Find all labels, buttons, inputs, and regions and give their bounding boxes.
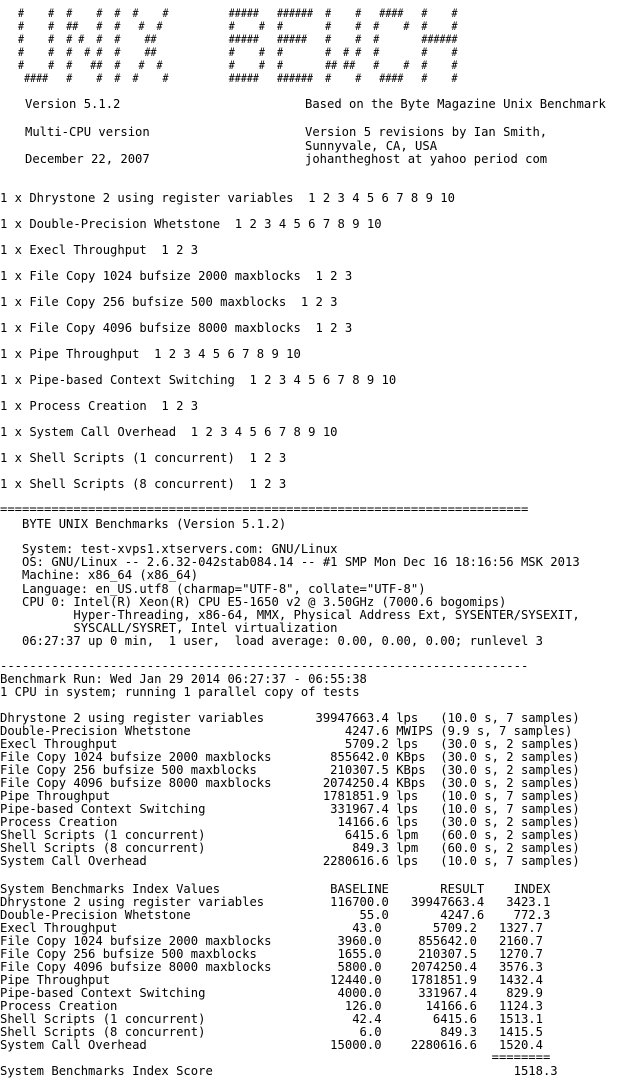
progress-line: 1 x System Call Overhead 1 2 3 4 5 6 7 8 9 10 xyxy=(0,425,338,439)
double-separator: ======================================================================== xyxy=(0,502,529,516)
index-row: File Copy 256 bufsize 500 maxblocks 1655.0 210307.5 1270.7 xyxy=(0,947,543,961)
progress-line: 1 x File Copy 4096 bufsize 8000 maxblocks 1 2 3 xyxy=(0,321,353,335)
result-row: File Copy 4096 bufsize 8000 maxblocks 2074250.4 KBps (30.0 s, 2 samples) xyxy=(0,776,580,790)
index-header: System Benchmarks Index Values BASELINE RESULT INDEX xyxy=(0,882,551,896)
progress-line: 1 x Double-Precision Whetstone 1 2 3 4 5 6 7 8 9 10 xyxy=(0,217,382,231)
index-row: Pipe-based Context Switching 4000.0 331967.4 829.9 xyxy=(0,986,543,1000)
based-on-text: Based on the Byte Magazine Unix Benchmark xyxy=(305,97,606,111)
result-row: Pipe-based Context Switching 331967.4 lps (10.0 s, 7 samples) xyxy=(0,802,580,816)
ascii-art-line: # # # # # # # ##### ###### # # #### # # xyxy=(0,8,458,21)
progress-line: 1 x File Copy 1024 bufsize 2000 maxblocks 1 2 3 xyxy=(0,269,353,283)
ascii-art-line: # # ## # # # # # # # # # # # # # xyxy=(0,21,458,34)
system-info-line: Hyper-Threading, x86-64, MMX, Physical Address Ext, SYSENTER/SYSEXIT, xyxy=(0,608,580,622)
index-row: Shell Scripts (1 concurrent) 42.4 6415.6 1513.1 xyxy=(0,1012,543,1026)
index-score: System Benchmarks Index Score 1518.3 xyxy=(0,1064,558,1078)
result-row: Dhrystone 2 using register variables 39947663.4 lps (10.0 s, 7 samples) xyxy=(0,711,580,725)
version-text: Version 5.1.2 xyxy=(25,97,121,111)
location-text: Sunnyvale, CA, USA xyxy=(305,139,438,153)
index-row: Pipe Throughput 12440.0 1781851.9 1432.4 xyxy=(0,973,543,987)
date-text: December 22, 2007 xyxy=(25,152,150,166)
run-info-line: Benchmark Run: Wed Jan 29 2014 06:27:37 - 06:55:38 xyxy=(0,672,367,686)
result-row: File Copy 1024 bufsize 2000 maxblocks 855642.0 KBps (30.0 s, 2 samples) xyxy=(0,750,580,764)
ascii-art-line: # # # ## # # # # # # ## ## # # # # xyxy=(0,60,458,73)
contact-text: johantheghost at yahoo period com xyxy=(305,152,548,166)
system-info-line: System: test-xvps1.xtservers.com: GNU/Linux xyxy=(0,542,338,556)
ascii-art-line: # # # # # # ## ##### ##### # # # ###### xyxy=(0,34,458,47)
result-row: Pipe Throughput 1781851.9 lps (10.0 s, 7 samples) xyxy=(0,789,580,803)
run-info-line: 1 CPU in system; running 1 parallel copy of tests xyxy=(0,685,360,699)
result-row: File Copy 256 bufsize 500 maxblocks 210307.5 KBps (30.0 s, 2 samples) xyxy=(0,763,580,777)
index-row: Execl Throughput 43.0 5709.2 1327.7 xyxy=(0,921,543,935)
index-row: Process Creation 126.0 14166.6 1124.3 xyxy=(0,999,543,1013)
ascii-art-line: # # # # # # ## # # # # # # # # # xyxy=(0,47,458,60)
index-row: File Copy 4096 bufsize 8000 maxblocks 5800.0 2074250.4 3576.3 xyxy=(0,960,543,974)
index-row: Shell Scripts (8 concurrent) 6.0 849.3 1415.5 xyxy=(0,1025,543,1039)
result-row: System Call Overhead 2280616.6 lps (10.0 s, 7 samples) xyxy=(0,854,580,868)
progress-line: 1 x Pipe-based Context Switching 1 2 3 4 5 6 7 8 9 10 xyxy=(0,373,397,387)
progress-line: 1 x Shell Scripts (1 concurrent) 1 2 3 xyxy=(0,451,287,465)
ascii-art-line: #### # # # # # ##### ###### # # #### # # xyxy=(0,73,458,86)
system-info-line: Language: en_US.utf8 (charmap="UTF-8", collate="UTF-8") xyxy=(0,581,426,596)
result-row: Shell Scripts (8 concurrent) 849.3 lpm (60.0 s, 2 samples) xyxy=(0,841,580,855)
revisions-text: Version 5 revisions by Ian Smith, xyxy=(305,125,548,139)
system-info-line: Machine: x86_64 (x86_64) xyxy=(0,568,199,583)
header-title: BYTE UNIX Benchmarks (Version 5.1.2) xyxy=(0,517,287,531)
multi-cpu-text: Multi-CPU version xyxy=(25,125,150,139)
progress-line: 1 x Shell Scripts (8 concurrent) 1 2 3 xyxy=(0,477,287,491)
system-info-line: 06:27:37 up 0 min, 1 user, load average: 0.00, 0.00, 0.00; runlevel 3 xyxy=(0,634,543,649)
result-row: Process Creation 14166.6 lps (30.0 s, 2 samples) xyxy=(0,815,580,829)
progress-line: 1 x File Copy 256 bufsize 500 maxblocks 1 2 3 xyxy=(0,295,338,309)
index-row: System Call Overhead 15000.0 2280616.6 1520.4 xyxy=(0,1038,543,1052)
progress-line: 1 x Execl Throughput 1 2 3 xyxy=(0,243,199,257)
index-underline: ======== xyxy=(0,1050,551,1064)
progress-line: 1 x Dhrystone 2 using register variables 1 2 3 4 5 6 7 8 9 10 xyxy=(0,191,455,205)
system-info-line: CPU 0: Intel(R) Xeon(R) CPU E5-1650 v2 @ 3.50GHz (7000.6 bogomips) xyxy=(0,594,507,609)
result-row: Execl Throughput 5709.2 lps (30.0 s, 2 samples) xyxy=(0,737,580,751)
single-separator: ------------------------------------------------------------------------ xyxy=(0,659,529,673)
system-info-line: OS: GNU/Linux -- 2.6.32-042stab084.14 -- #1 SMP Mon Dec 16 18:16:56 MSK 2013 xyxy=(0,555,580,570)
index-row: Dhrystone 2 using register variables 116700.0 39947663.4 3423.1 xyxy=(0,895,551,909)
progress-line: 1 x Pipe Throughput 1 2 3 4 5 6 7 8 9 10 xyxy=(0,347,301,361)
index-row: File Copy 1024 bufsize 2000 maxblocks 3960.0 855642.0 2160.7 xyxy=(0,934,543,948)
index-row: Double-Precision Whetstone 55.0 4247.6 772.3 xyxy=(0,908,551,922)
system-info-line: SYSCALL/SYSRET, Intel virtualization xyxy=(0,621,338,636)
result-row: Shell Scripts (1 concurrent) 6415.6 lpm (60.0 s, 2 samples) xyxy=(0,828,580,842)
progress-line: 1 x Process Creation 1 2 3 xyxy=(0,399,199,413)
result-row: Double-Precision Whetstone 4247.6 MWIPS (9.9 s, 7 samples) xyxy=(0,724,573,738)
